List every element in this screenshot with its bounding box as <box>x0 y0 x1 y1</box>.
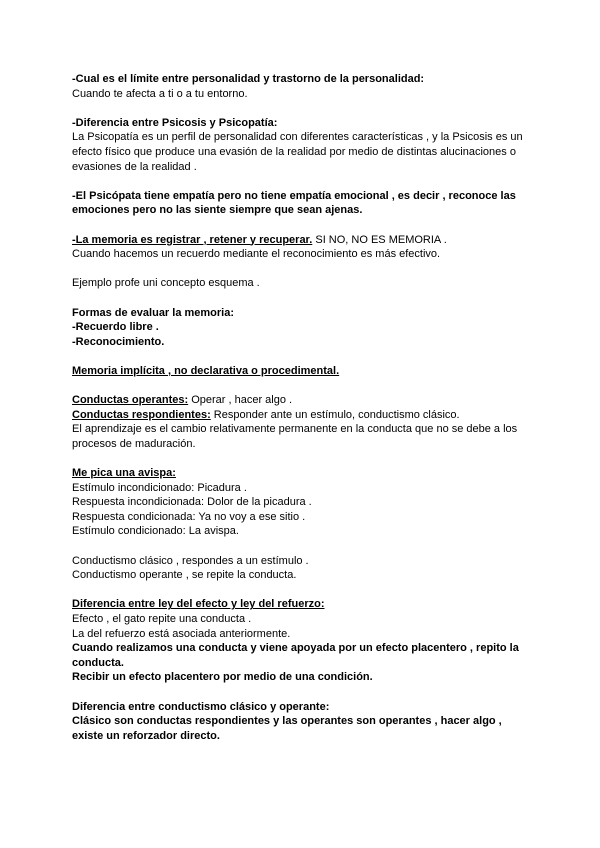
text-line: La Psicopatía es un perfil de personalidad con diferentes características , y la Psicosis es un <box>72 131 523 144</box>
bold-text-line: Clásico son conductas respondientes y las operantes son operantes , hacer algo , <box>72 715 502 728</box>
spacer <box>72 539 532 554</box>
text-line: Estímulo incondicionado: Picadura . <box>72 481 247 494</box>
bold-text-line: Recibir un efecto placentero por medio de una condición. <box>72 671 373 684</box>
bold-text-line: -El Psicópata tiene empatía pero no tiene empatía emocional , es decir , reconoce las <box>72 189 516 202</box>
text-line: procesos de maduración. <box>72 437 196 450</box>
heading-personality-limit: -Cual es el límite entre personalidad y trastorno de la personalidad: <box>72 73 425 85</box>
heading-effect-vs-reinforcement: Diferencia entre ley del efecto y ley del refuerzo: <box>72 598 325 611</box>
memory-definition-line <box>72 233 532 248</box>
list-item: -Reconocimiento. <box>72 335 165 348</box>
heading-wasp-example: Me pica una avispa: <box>72 467 176 480</box>
respondent-line <box>72 408 532 423</box>
text-line: Conductismo operante , se repite la conducta. <box>72 569 297 582</box>
spacer <box>72 262 532 277</box>
text-line: Estímulo condicionado: La avispa. <box>72 525 239 538</box>
operant-line <box>72 393 532 408</box>
spacer <box>72 218 532 233</box>
text-line: El aprendizaje es el cambio relativamente permanente en la conducta que no se debe a los <box>72 423 518 436</box>
text-line: La del refuerzo está asociada anteriormente. <box>72 627 291 640</box>
label-operant: Conductas operantes: <box>72 394 189 407</box>
text-line: Efecto , el gato repite una conducta . <box>72 612 252 625</box>
document-page <box>72 72 532 743</box>
label-respondent: Conductas respondientes: <box>72 408 211 421</box>
list-item: -Recuerdo libre . <box>72 321 159 334</box>
text-respondent: Responder ante un estímulo, conductismo clásico. <box>210 408 460 421</box>
spacer <box>72 583 532 598</box>
spacer <box>72 174 532 189</box>
spacer <box>72 378 532 393</box>
text-operant: Operar , hacer algo . <box>188 394 293 407</box>
heading-implicit-memory: Memoria implícita , no declarativa o procedimental. <box>72 364 340 377</box>
text-personality-limit: Cuando te afecta a ti o a tu entorno. <box>72 87 248 100</box>
heading-classical-vs-operant: Diferencia entre conductismo clásico y operante: <box>72 700 330 713</box>
text-line: efecto físico que produce una evasión de la realidad por medio de distintas alucinaciones o <box>72 145 516 158</box>
text-line: Conductismo clásico , respondes a un estímulo . <box>72 554 309 567</box>
text-line: Cuando hacemos un recuerdo mediante el reconocimiento es más efectivo. <box>72 248 441 261</box>
bold-text-line: Cuando realizamos una conducta y viene apoyada por un efecto placentero , repito la <box>72 642 519 655</box>
bold-text-line: existe un reforzador directo. <box>72 729 220 742</box>
memory-note: SI NO, NO ES MEMORIA . <box>312 233 447 246</box>
text-line: Respuesta incondicionada: Dolor de la picadura . <box>72 496 312 509</box>
spacer <box>72 349 532 364</box>
text-line: evasiones de la realidad . <box>72 160 197 173</box>
bold-text-line: conducta. <box>72 656 124 669</box>
spacer <box>72 685 532 700</box>
spacer <box>72 291 532 306</box>
heading-memory: -La memoria es registrar , retener y recuperar. <box>72 233 313 246</box>
spacer <box>72 101 532 116</box>
heading-psychosis-psychopathy: -Diferencia entre Psicosis y Psicopatía: <box>72 116 278 129</box>
text-line: Respuesta condicionada: Ya no voy a ese sitio . <box>72 510 306 523</box>
bold-text-line: emociones pero no las siente siempre que sean ajenas. <box>72 204 363 217</box>
text-line: Ejemplo profe uni concepto esquema . <box>72 277 260 290</box>
spacer <box>72 451 532 466</box>
heading-memory-evaluation: Formas de evaluar la memoria: <box>72 306 235 319</box>
